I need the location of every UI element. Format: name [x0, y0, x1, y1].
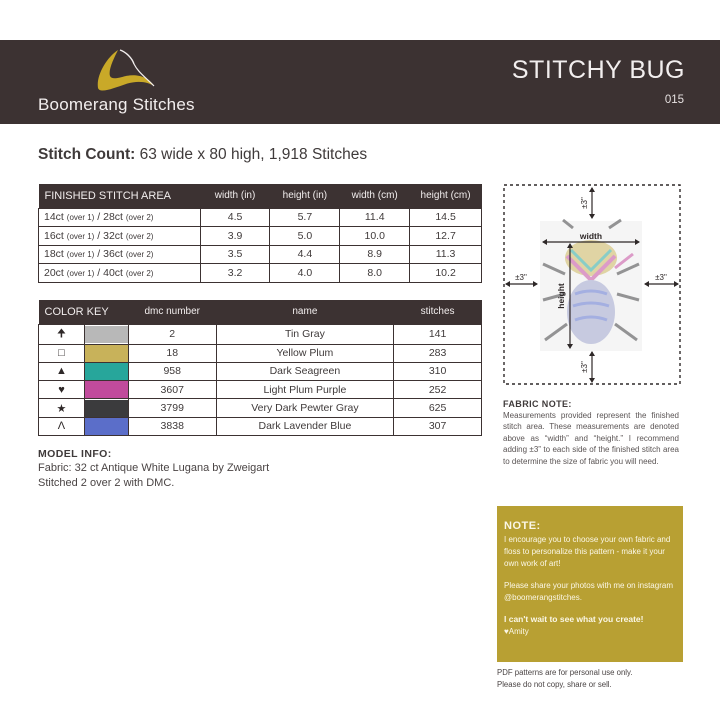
table-row: [39, 362, 482, 380]
dmc-number-cell: 18: [128, 344, 216, 362]
dmc-number-cell: 958: [128, 362, 216, 380]
width-in-cell: 3.5: [200, 245, 270, 264]
fabric-count-cell: 14ct (over 1) / 28ct (over 2): [39, 208, 201, 227]
fabric-size-diagram: [503, 184, 681, 385]
heart-symbol: ♥: [39, 381, 85, 399]
stitch-count-value: 63 wide x 80 high, 1,918 Stitches: [139, 146, 368, 163]
model-info-stitching: Stitched 2 over 2 with DMC.: [38, 477, 175, 489]
dmc-number-cell: 2: [128, 324, 216, 344]
stitch-count: [38, 146, 367, 164]
width-cm-cell: 8.9: [340, 245, 410, 264]
fabric-count: 28ct: [103, 211, 123, 224]
lambda-symbol: Λ: [39, 417, 85, 435]
dmc-number-cell: 3607: [128, 381, 216, 399]
width-cm-cell: 10.0: [340, 227, 410, 246]
color-name-cell: Dark Lavender Blue: [216, 417, 394, 435]
height-label: height: [556, 283, 566, 309]
fabric-count-cell: 18ct (over 1) / 36ct (over 2): [39, 245, 201, 264]
fabric-count: 16ct: [44, 229, 64, 242]
margin-label-bottom: ±3": [580, 361, 589, 373]
page-header: [0, 40, 720, 124]
mushroom-symbol: 🠉: [39, 324, 85, 344]
fabric-over: (over 2): [125, 213, 154, 223]
fabric-over: (over 2): [125, 250, 154, 260]
column-header: FINISHED STITCH AREA: [39, 184, 201, 208]
finished-stitch-area-table: [38, 184, 482, 283]
column-header: stitches: [394, 300, 482, 324]
color-swatch: [84, 344, 128, 362]
boomerang-logo-icon: [92, 48, 156, 94]
stitches-cell: 283: [394, 344, 482, 362]
stitches-cell: 252: [394, 381, 482, 399]
pattern-title: STITCHY BUG: [511, 56, 685, 84]
model-info-heading: MODEL INFO:: [38, 448, 112, 460]
table-row: [39, 417, 482, 435]
legal-notice: [497, 667, 633, 690]
margin-label-right: ±3": [655, 273, 667, 282]
table-header-row: [39, 184, 482, 208]
model-info-fabric: Fabric: 32 ct Antique White Lugana by Zweigart: [38, 462, 270, 474]
height-cm-cell: 11.3: [410, 245, 482, 264]
triangle-symbol: ▲: [39, 362, 85, 380]
dmc-number-cell: 3838: [128, 417, 216, 435]
square-symbol: □: [39, 344, 85, 362]
height-in-cell: 4.4: [270, 245, 340, 264]
stitches-cell: 310: [394, 362, 482, 380]
color-swatch: [84, 324, 128, 344]
column-header: width (cm): [340, 184, 410, 208]
table-row: [39, 264, 482, 283]
color-name-cell: Tin Gray: [216, 324, 394, 344]
fabric-over: (over 1): [66, 250, 95, 260]
table-header-row: [39, 300, 482, 324]
note-signature: ♥Amity: [504, 626, 529, 636]
color-swatch: [84, 381, 128, 399]
fabric-count: 32ct: [103, 229, 123, 242]
fabric-over: (over 1): [66, 268, 95, 278]
note-paragraph: Please share your photos with me on instagram @boomerangstitches.: [504, 580, 673, 602]
column-header: height (cm): [410, 184, 482, 208]
width-in-cell: 3.9: [200, 227, 270, 246]
column-header: name: [216, 300, 394, 324]
width-cm-cell: 8.0: [340, 264, 410, 283]
fabric-note-heading: FABRIC NOTE:: [503, 399, 572, 409]
column-header: COLOR KEY: [39, 300, 129, 324]
table-row: [39, 227, 482, 246]
color-name-cell: Yellow Plum: [216, 344, 394, 362]
fabric-count: 36ct: [103, 248, 123, 261]
fabric-count: 40ct: [103, 266, 123, 279]
note-box: [497, 506, 683, 662]
brand-name: Boomerang Stitches: [38, 95, 195, 114]
height-cm-cell: 10.2: [410, 264, 482, 283]
color-key-table: [38, 300, 482, 436]
stitch-count-label: Stitch Count:: [38, 146, 136, 163]
fabric-over: (over 2): [125, 268, 154, 278]
table-row: [39, 344, 482, 362]
margin-label-left: ±3": [515, 273, 527, 282]
fabric-count: 20ct: [44, 266, 64, 279]
margin-label-top: ±3": [580, 197, 589, 209]
column-header: height (in): [270, 184, 340, 208]
fabric-over: (over 1): [66, 213, 95, 223]
star-symbol: ★: [39, 399, 85, 417]
table-row: [39, 381, 482, 399]
legal-line: Please do not copy, share or sell.: [497, 679, 612, 689]
height-in-cell: 4.0: [270, 264, 340, 283]
color-name-cell: Light Plum Purple: [216, 381, 394, 399]
color-name-cell: Dark Seagreen: [216, 362, 394, 380]
legal-line: PDF patterns are for personal use only.: [497, 668, 633, 677]
fabric-count-cell: 20ct (over 1) / 40ct (over 2): [39, 264, 201, 283]
color-name-cell: Very Dark Pewter Gray: [216, 399, 394, 417]
table-row: [39, 245, 482, 264]
fabric-note-body: Measurements provided represent the finished stitch area. These measurements are denoted above as “width” and “height.” I recommend adding ±3” to each side of the finished stitch area to determine the size of fabric you will need.: [503, 411, 679, 466]
fabric-over: (over 2): [125, 231, 154, 241]
width-in-cell: 3.2: [200, 264, 270, 283]
pattern-number: 015: [664, 94, 684, 106]
table-row: [39, 208, 482, 227]
column-header: width (in): [200, 184, 270, 208]
fabric-over: (over 1): [66, 231, 95, 241]
height-cm-cell: 14.5: [410, 208, 482, 227]
stitches-cell: 141: [394, 324, 482, 344]
fabric-count: 18ct: [44, 248, 64, 261]
stitches-cell: 625: [394, 399, 482, 417]
color-swatch: [84, 417, 128, 435]
height-in-cell: 5.0: [270, 227, 340, 246]
width-cm-cell: 11.4: [340, 208, 410, 227]
color-swatch: [84, 362, 128, 380]
stitches-cell: 307: [394, 417, 482, 435]
table-row: [39, 324, 482, 344]
table-row: [39, 399, 482, 417]
color-swatch: [84, 399, 128, 417]
dmc-number-cell: 3799: [128, 399, 216, 417]
note-heading: NOTE:: [504, 520, 541, 532]
height-in-cell: 5.7: [270, 208, 340, 227]
column-header: dmc number: [128, 300, 216, 324]
note-closing: I can't wait to see what you create!: [504, 614, 644, 625]
fabric-count-cell: 16ct (over 1) / 32ct (over 2): [39, 227, 201, 246]
note-paragraph: I encourage you to choose your own fabric and floss to personalize this pattern - make it your own work of art!: [504, 535, 671, 569]
height-cm-cell: 12.7: [410, 227, 482, 246]
width-label: width: [579, 231, 603, 241]
fabric-count: 14ct: [44, 211, 64, 224]
width-in-cell: 4.5: [200, 208, 270, 227]
